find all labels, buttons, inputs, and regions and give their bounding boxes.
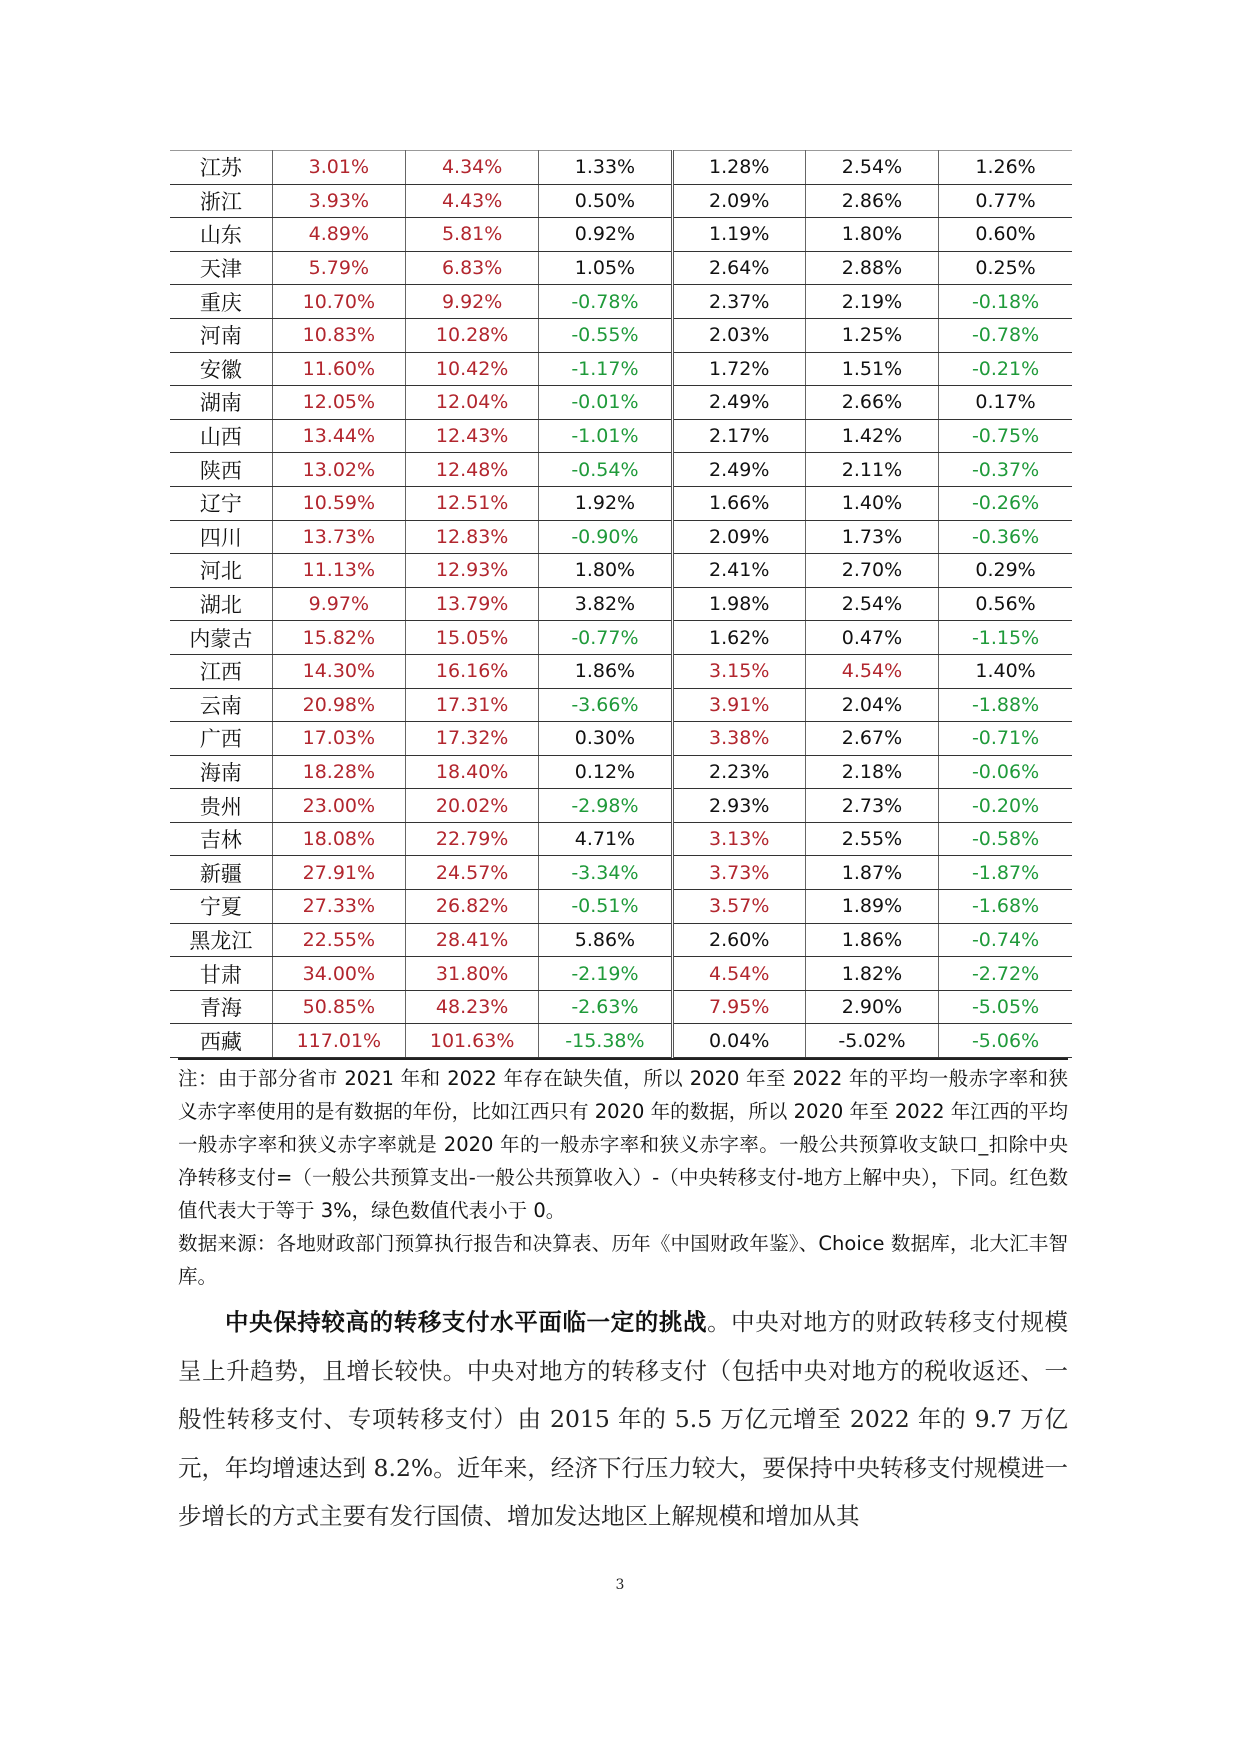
region-cell: 山东 <box>170 218 272 252</box>
value-cell: -1.87% <box>939 856 1072 890</box>
value-cell: -1.15% <box>939 621 1072 655</box>
table-row <box>170 822 1072 856</box>
region-cell: 新疆 <box>170 856 272 890</box>
region-cell: 湖北 <box>170 587 272 621</box>
value-cell: 3.91% <box>672 688 805 722</box>
value-cell: 0.47% <box>805 621 938 655</box>
value-cell: -5.05% <box>939 990 1072 1024</box>
bold-lead-sentence: 中央保持较高的转移支付水平面临一定的挑战 <box>225 1308 708 1336</box>
value-cell: -0.75% <box>939 419 1072 453</box>
value-cell: 22.79% <box>406 822 539 856</box>
value-cell: 10.28% <box>406 318 539 352</box>
body-paragraph <box>178 1298 1068 1541</box>
table-row <box>170 621 1072 655</box>
value-cell: 0.77% <box>939 184 1072 218</box>
value-cell: 2.04% <box>805 688 938 722</box>
value-cell: 2.93% <box>672 789 805 823</box>
value-cell: 117.01% <box>272 1024 405 1058</box>
table-row <box>170 520 1072 554</box>
value-cell: 3.57% <box>672 890 805 924</box>
value-cell: 27.91% <box>272 856 405 890</box>
value-cell: 5.86% <box>539 923 672 957</box>
value-cell: 9.97% <box>272 587 405 621</box>
value-cell: 2.64% <box>672 251 805 285</box>
value-cell: 12.83% <box>406 520 539 554</box>
region-cell: 辽宁 <box>170 486 272 520</box>
region-cell: 黑龙江 <box>170 923 272 957</box>
value-cell: 1.73% <box>805 520 938 554</box>
value-cell: 27.33% <box>272 890 405 924</box>
value-cell: -0.36% <box>939 520 1072 554</box>
region-cell: 河南 <box>170 318 272 352</box>
region-cell: 湖南 <box>170 386 272 420</box>
table-row <box>170 285 1072 319</box>
value-cell: 13.02% <box>272 453 405 487</box>
value-cell: 1.05% <box>539 251 672 285</box>
value-cell: 17.03% <box>272 722 405 756</box>
value-cell: 16.16% <box>406 654 539 688</box>
table-row <box>170 688 1072 722</box>
value-cell: 2.37% <box>672 285 805 319</box>
value-cell: -5.02% <box>805 1024 938 1058</box>
value-cell: 5.79% <box>272 251 405 285</box>
value-cell: 3.01% <box>272 151 405 185</box>
value-cell: 3.38% <box>672 722 805 756</box>
value-cell: 1.40% <box>939 654 1072 688</box>
table-row <box>170 789 1072 823</box>
value-cell: 4.34% <box>406 151 539 185</box>
region-cell: 甘肃 <box>170 957 272 991</box>
value-cell: -0.55% <box>539 318 672 352</box>
value-cell: 26.82% <box>406 890 539 924</box>
region-cell: 宁夏 <box>170 890 272 924</box>
table-row <box>170 587 1072 621</box>
value-cell: 18.08% <box>272 822 405 856</box>
value-cell: 20.02% <box>406 789 539 823</box>
value-cell: 28.41% <box>406 923 539 957</box>
value-cell: 0.92% <box>539 218 672 252</box>
value-cell: 10.42% <box>406 352 539 386</box>
value-cell: 12.04% <box>406 386 539 420</box>
value-cell: 2.88% <box>805 251 938 285</box>
value-cell: 34.00% <box>272 957 405 991</box>
value-cell: 2.09% <box>672 520 805 554</box>
value-cell: 2.03% <box>672 318 805 352</box>
value-cell: 12.43% <box>406 419 539 453</box>
value-cell: 13.79% <box>406 587 539 621</box>
value-cell: -15.38% <box>539 1024 672 1058</box>
value-cell: 1.62% <box>672 621 805 655</box>
value-cell: 18.28% <box>272 755 405 789</box>
region-cell: 贵州 <box>170 789 272 823</box>
value-cell: 2.66% <box>805 386 938 420</box>
value-cell: -0.26% <box>939 486 1072 520</box>
value-cell: 12.48% <box>406 453 539 487</box>
table-row <box>170 654 1072 688</box>
table-row <box>170 722 1072 756</box>
table-row <box>170 554 1072 588</box>
region-cell: 广西 <box>170 722 272 756</box>
value-cell: 1.19% <box>672 218 805 252</box>
value-cell: 12.05% <box>272 386 405 420</box>
value-cell: 18.40% <box>406 755 539 789</box>
region-cell: 重庆 <box>170 285 272 319</box>
value-cell: 9.92% <box>406 285 539 319</box>
value-cell: -1.68% <box>939 890 1072 924</box>
value-cell: -2.72% <box>939 957 1072 991</box>
note-paragraph: 注：由于部分省市 2021 年和 2022 年存在缺失值，所以 2020 年至 2022 年的平均一般赤字率和狭义赤字率使用的是有数据的年份，比如江西只有 2020 年的数据，所以 2020 年至 2022 年江西的平均一般赤字率和狭义赤字率就是 2020 年的一般赤字率和狭义赤字率。一般公共预算收支缺口_扣除中央净转移支付=（一般公共预算支出-一般公共预算收入）-（中央转移支付-地方上解中央），下同。红色数值代表大于等于 3%，绿色数值代表小于 0。 <box>178 1067 1068 1222</box>
value-cell: 2.11% <box>805 453 938 487</box>
data-source: 数据来源：各地财政部门预算执行报告和决算表、历年《中国财政年鉴》、Choice 数据库，北大汇丰智库。 <box>178 1232 1068 1288</box>
page-number: 3 <box>615 1577 625 1593</box>
value-cell: 2.41% <box>672 554 805 588</box>
value-cell: 24.57% <box>406 856 539 890</box>
value-cell: -2.98% <box>539 789 672 823</box>
data-table <box>170 150 1072 1058</box>
value-cell: 1.40% <box>805 486 938 520</box>
value-cell: 10.83% <box>272 318 405 352</box>
value-cell: -0.78% <box>539 285 672 319</box>
value-cell: 11.13% <box>272 554 405 588</box>
value-cell: 0.60% <box>939 218 1072 252</box>
value-cell: 1.80% <box>805 218 938 252</box>
table-row <box>170 1024 1072 1058</box>
value-cell: 31.80% <box>406 957 539 991</box>
value-cell: 1.89% <box>805 890 938 924</box>
value-cell: -0.58% <box>939 822 1072 856</box>
value-cell: 15.05% <box>406 621 539 655</box>
value-cell: 0.17% <box>939 386 1072 420</box>
value-cell: 1.26% <box>939 151 1072 185</box>
value-cell: -1.88% <box>939 688 1072 722</box>
value-cell: 5.81% <box>406 218 539 252</box>
value-cell: 13.73% <box>272 520 405 554</box>
value-cell: -0.06% <box>939 755 1072 789</box>
value-cell: 1.82% <box>805 957 938 991</box>
region-cell: 青海 <box>170 990 272 1024</box>
value-cell: 10.70% <box>272 285 405 319</box>
table-row <box>170 923 1072 957</box>
value-cell: 12.93% <box>406 554 539 588</box>
value-cell: 15.82% <box>272 621 405 655</box>
value-cell: 2.18% <box>805 755 938 789</box>
value-cell: -0.71% <box>939 722 1072 756</box>
value-cell: 3.13% <box>672 822 805 856</box>
region-cell: 四川 <box>170 520 272 554</box>
region-cell: 吉林 <box>170 822 272 856</box>
value-cell: 6.83% <box>406 251 539 285</box>
value-cell: 22.55% <box>272 923 405 957</box>
value-cell: 2.49% <box>672 453 805 487</box>
value-cell: 101.63% <box>406 1024 539 1058</box>
value-cell: 17.31% <box>406 688 539 722</box>
value-cell: -0.18% <box>939 285 1072 319</box>
table-row <box>170 218 1072 252</box>
value-cell: -0.74% <box>939 923 1072 957</box>
value-cell: 2.17% <box>672 419 805 453</box>
value-cell: 2.90% <box>805 990 938 1024</box>
region-cell: 云南 <box>170 688 272 722</box>
value-cell: 1.92% <box>539 486 672 520</box>
value-cell: -1.17% <box>539 352 672 386</box>
region-cell: 江西 <box>170 654 272 688</box>
value-cell: -0.20% <box>939 789 1072 823</box>
value-cell: 0.04% <box>672 1024 805 1058</box>
value-cell: 4.71% <box>539 822 672 856</box>
region-cell: 山西 <box>170 419 272 453</box>
value-cell: 2.23% <box>672 755 805 789</box>
value-cell: 20.98% <box>272 688 405 722</box>
region-cell: 江苏 <box>170 151 272 185</box>
value-cell: 12.51% <box>406 486 539 520</box>
table-row <box>170 352 1072 386</box>
table-row <box>170 486 1072 520</box>
region-cell: 内蒙古 <box>170 621 272 655</box>
value-cell: 2.54% <box>805 587 938 621</box>
table-row <box>170 318 1072 352</box>
value-cell: 1.51% <box>805 352 938 386</box>
value-cell: 1.98% <box>672 587 805 621</box>
value-cell: 3.73% <box>672 856 805 890</box>
table-row <box>170 856 1072 890</box>
value-cell: 1.28% <box>672 151 805 185</box>
value-cell: 2.19% <box>805 285 938 319</box>
table-row <box>170 755 1072 789</box>
value-cell: 4.54% <box>805 654 938 688</box>
value-cell: -3.66% <box>539 688 672 722</box>
value-cell: 0.12% <box>539 755 672 789</box>
value-cell: 1.72% <box>672 352 805 386</box>
table-row <box>170 990 1072 1024</box>
value-cell: 2.73% <box>805 789 938 823</box>
value-cell: 2.49% <box>672 386 805 420</box>
value-cell: 17.32% <box>406 722 539 756</box>
table-row <box>170 386 1072 420</box>
region-cell: 天津 <box>170 251 272 285</box>
region-cell: 浙江 <box>170 184 272 218</box>
value-cell: -0.77% <box>539 621 672 655</box>
value-cell: 2.67% <box>805 722 938 756</box>
value-cell: 13.44% <box>272 419 405 453</box>
value-cell: 4.54% <box>672 957 805 991</box>
value-cell: 2.09% <box>672 184 805 218</box>
value-cell: 48.23% <box>406 990 539 1024</box>
value-cell: -2.19% <box>539 957 672 991</box>
value-cell: 2.70% <box>805 554 938 588</box>
value-cell: -0.78% <box>939 318 1072 352</box>
table-row <box>170 957 1072 991</box>
value-cell: 2.60% <box>672 923 805 957</box>
table-row <box>170 184 1072 218</box>
body-text: 。中央对地方的财政转移支付规模呈上升趋势，且增长较快。中央对地方的转移支付（包括中央对地方的税收返还、一般性转移支付、专项转移支付）由 2015 年的 5.5 万亿元增至 2022 年的 9.7 万亿元，年均增速达到 8.2%。近年来，经济下行压力较大，要保持中央转移支付规模进一步增长的方式主要有发行国债、增加发达地区上解规模和增加从其 <box>178 1308 1069 1530</box>
value-cell: -0.90% <box>539 520 672 554</box>
value-cell: 4.89% <box>272 218 405 252</box>
value-cell: 1.80% <box>539 554 672 588</box>
region-cell: 河北 <box>170 554 272 588</box>
value-cell: -0.21% <box>939 352 1072 386</box>
value-cell: 11.60% <box>272 352 405 386</box>
table-row <box>170 151 1072 185</box>
value-cell: 7.95% <box>672 990 805 1024</box>
value-cell: -5.06% <box>939 1024 1072 1058</box>
deficit-rate-table <box>170 150 1072 1058</box>
table-row <box>170 890 1072 924</box>
value-cell: 50.85% <box>272 990 405 1024</box>
value-cell: -0.01% <box>539 386 672 420</box>
value-cell: 3.82% <box>539 587 672 621</box>
table-note <box>178 1058 1068 1293</box>
value-cell: 1.25% <box>805 318 938 352</box>
value-cell: 23.00% <box>272 789 405 823</box>
value-cell: 0.50% <box>539 184 672 218</box>
value-cell: 1.66% <box>672 486 805 520</box>
value-cell: -1.01% <box>539 419 672 453</box>
value-cell: 10.59% <box>272 486 405 520</box>
table-body <box>170 151 1072 1058</box>
value-cell: -0.51% <box>539 890 672 924</box>
value-cell: 1.33% <box>539 151 672 185</box>
value-cell: 0.30% <box>539 722 672 756</box>
region-cell: 海南 <box>170 755 272 789</box>
value-cell: -2.63% <box>539 990 672 1024</box>
value-cell: 0.25% <box>939 251 1072 285</box>
value-cell: 1.86% <box>539 654 672 688</box>
value-cell: 1.86% <box>805 923 938 957</box>
value-cell: 2.54% <box>805 151 938 185</box>
region-cell: 西藏 <box>170 1024 272 1058</box>
value-cell: 2.86% <box>805 184 938 218</box>
region-cell: 陕西 <box>170 453 272 487</box>
value-cell: -3.34% <box>539 856 672 890</box>
value-cell: 0.29% <box>939 554 1072 588</box>
value-cell: 2.55% <box>805 822 938 856</box>
value-cell: 1.87% <box>805 856 938 890</box>
value-cell: 4.43% <box>406 184 539 218</box>
value-cell: 0.56% <box>939 587 1072 621</box>
value-cell: 14.30% <box>272 654 405 688</box>
value-cell: 1.42% <box>805 419 938 453</box>
value-cell: -0.54% <box>539 453 672 487</box>
value-cell: 3.93% <box>272 184 405 218</box>
value-cell: -0.37% <box>939 453 1072 487</box>
table-row <box>170 419 1072 453</box>
table-row <box>170 251 1072 285</box>
table-row <box>170 453 1072 487</box>
region-cell: 安徽 <box>170 352 272 386</box>
value-cell: 3.15% <box>672 654 805 688</box>
